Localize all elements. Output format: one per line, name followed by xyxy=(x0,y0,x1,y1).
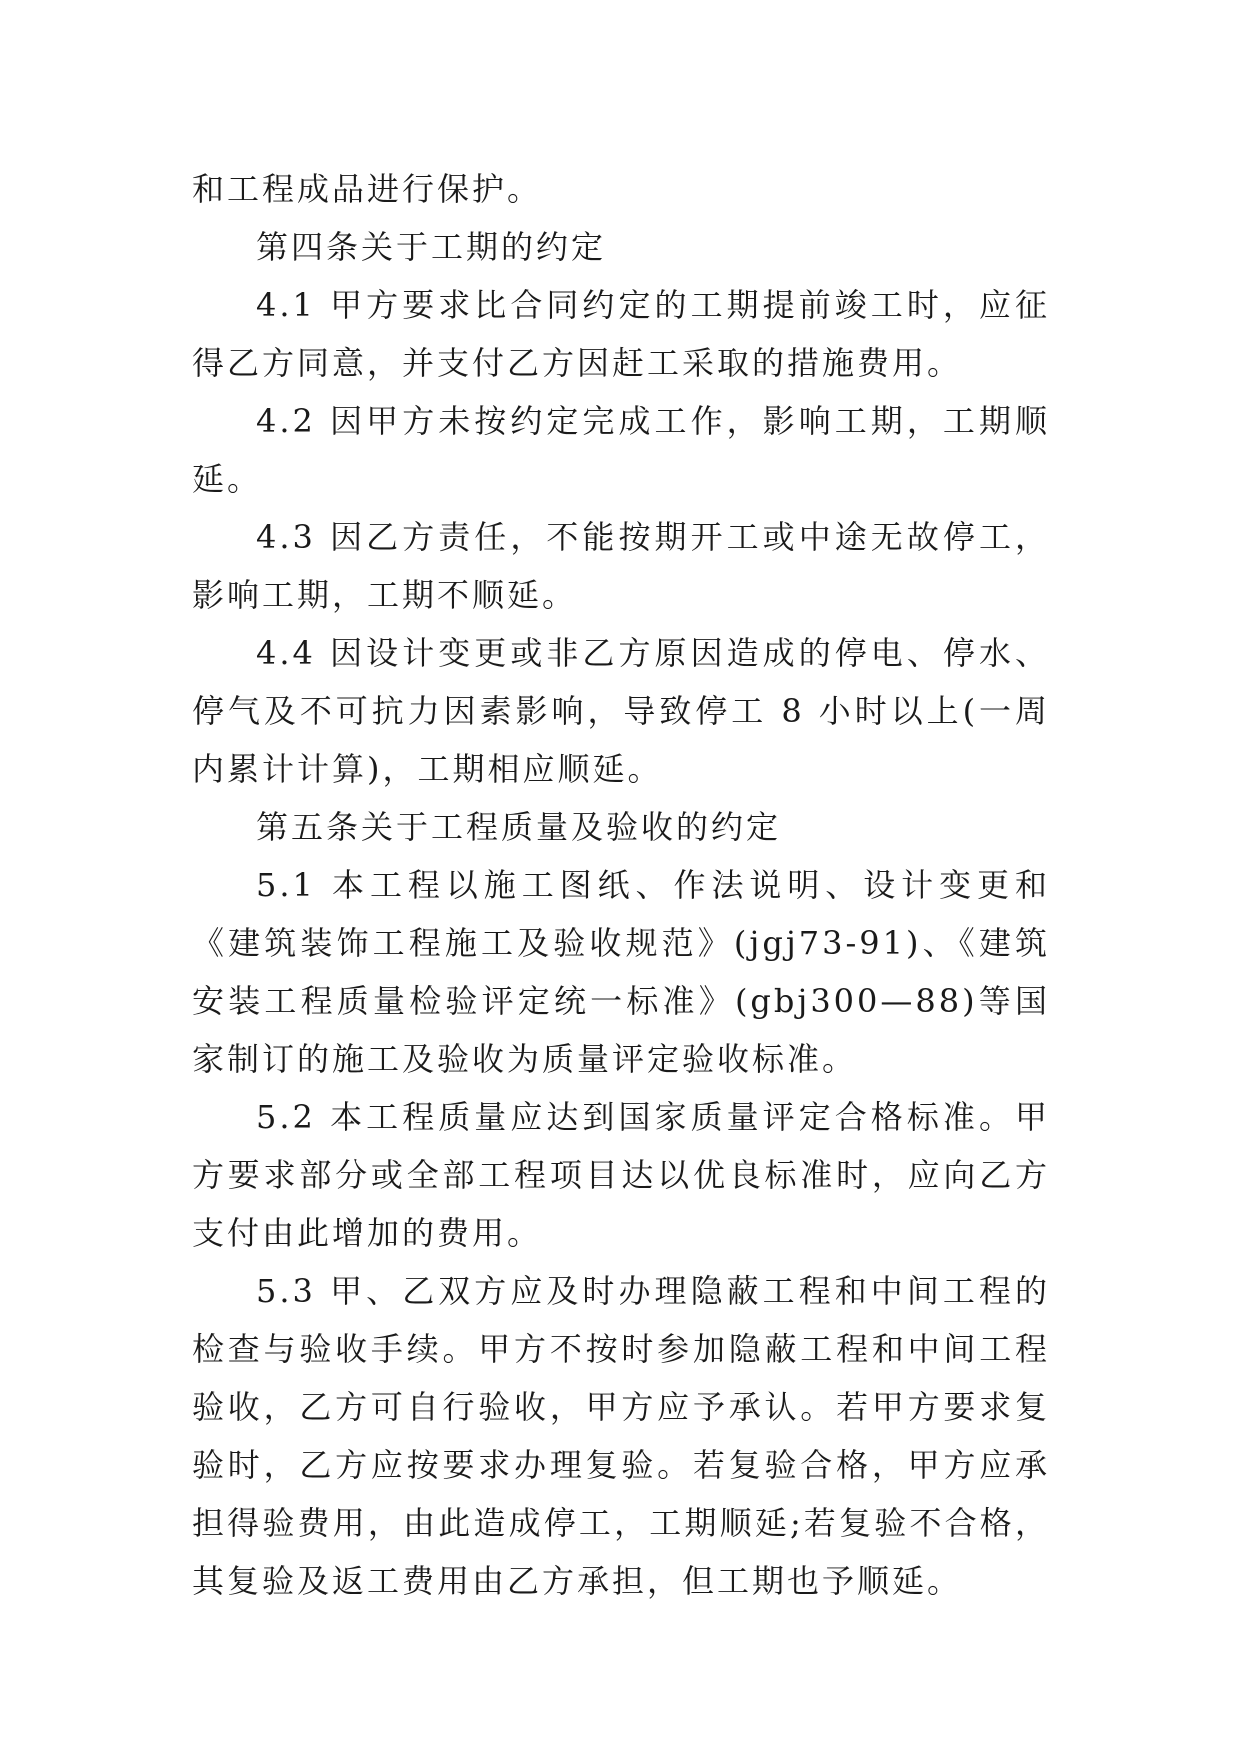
clause-5-3: 5.3 甲、乙双方应及时办理隐蔽工程和中间工程的检查与验收手续。甲方不按时参加隐蔽工程和中间工程验收，乙方可自行验收，甲方应予承认。若甲方要求复验时，乙方应按要求办理复验。若复验合格，甲方应承担得验费用，由此造成停工，工期顺延;若复验不合格，其复验及返工费用由乙方承担，但工期也予顺延。 xyxy=(192,1272,1050,1600)
clause-4-2: 4.2 因甲方未按约定完成工作，影响工期，工期顺延。 xyxy=(192,402,1050,498)
section-heading-article-4: 第四条关于工期的约定 xyxy=(256,228,607,266)
clause-5-1: 5.1 本工程以施工图纸、作法说明、设计变更和《建筑装饰工程施工及验收规范》(jgj73-91)、《建筑安装工程质量检验评定统一标准》(gbj300—88)等国家制订的施工及验收为质量评定验收标准。 xyxy=(192,866,1050,1078)
paragraph-continuation: 和工程成品进行保护。 xyxy=(192,170,543,208)
clause-4-3: 4.3 因乙方责任，不能按期开工或中途无故停工，影响工期，工期不顺延。 xyxy=(192,518,1050,614)
clause-4-1: 4.1 甲方要求比合同约定的工期提前竣工时，应征得乙方同意，并支付乙方因赶工采取的措施费用。 xyxy=(192,286,1050,382)
section-heading-article-5: 第五条关于工程质量及验收的约定 xyxy=(256,808,782,846)
document-body xyxy=(192,160,1050,1610)
clause-5-2: 5.2 本工程质量应达到国家质量评定合格标准。甲方要求部分或全部工程项目达以优良标准时，应向乙方支付由此增加的费用。 xyxy=(192,1098,1050,1252)
clause-4-4: 4.4 因设计变更或非乙方原因造成的停电、停水、停气及不可抗力因素影响，导致停工 8 小时以上(一周内累计计算)，工期相应顺延。 xyxy=(192,634,1050,788)
